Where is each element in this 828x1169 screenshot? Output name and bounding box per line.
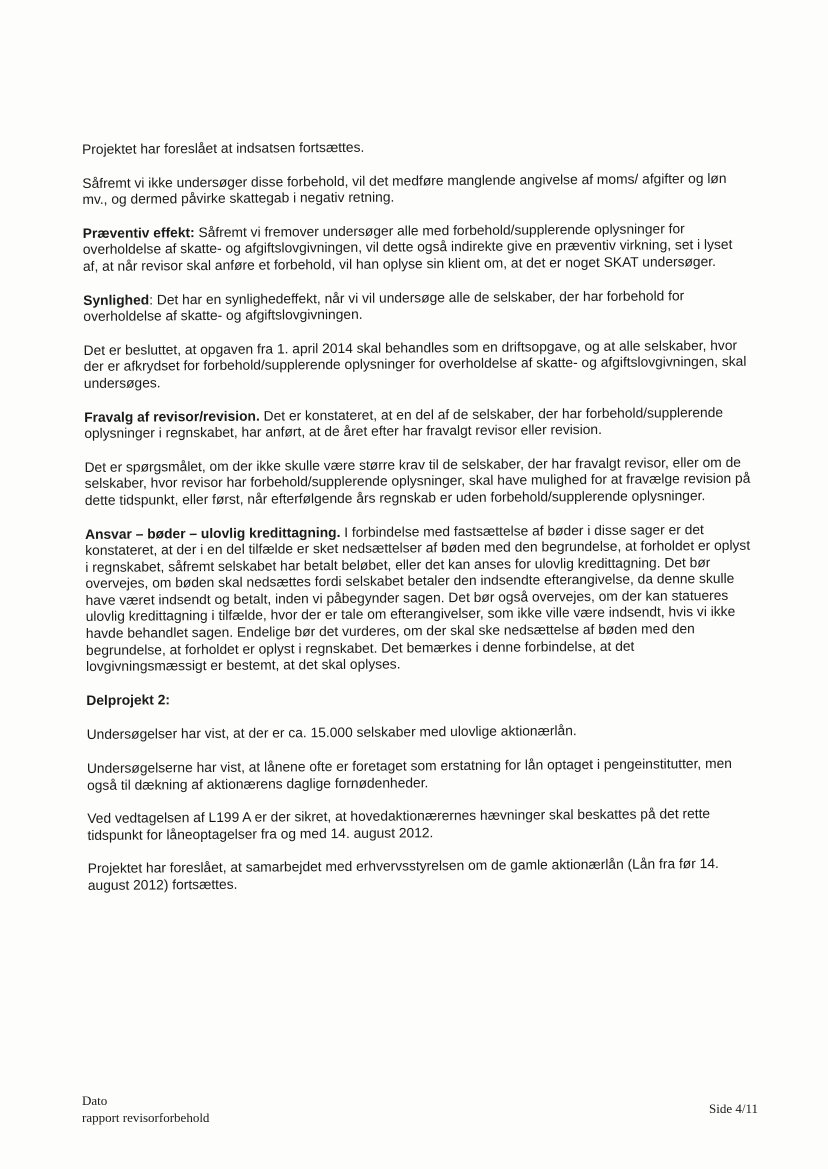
- paragraph-decision: Det er besluttet, at opgaven fra 1. april 2014 skal behandles som en driftsopgave, og at alle selskaber, hvor der er afkrydset for forbehold/supplerende oplysninger for overholdelse af skatte- og afgiftslovgivningen, skal undersøges.: [83, 337, 747, 391]
- paragraph-liability-fines: Ansvar – bøder – ulovlig kredittagning. I forbindelse med fastsættelse af bøder i disse sager er det konstateret, at der i en del tilfælde er sket nedsættelser af bøden med den begrundelse, at forholdet er oplyst i regnskabet, såfremt selskabet har betalt beløbet, eller det kan anses for ulovlig kredittagning. Det bør overvejes, om bøden skal nedsættes fordi selskabet betaler den indsendte efterangivelse, da denne skulle have været indsendt og betalt, inden vi påbegynder sagen. Det bør også overvejes, om der kan statueres ulovlig kredittagning i tilfælde, hvor der er tale om efterangivelser, som ikke ville være indsendt, hvis vi ikke havde behandlet sagen. Endelige bør det vurderes, om der skal ske nedsættelse af bøden med den begrundelse, at forholdet er oplyst i regnskabet. Det bemærkes i denne forbindelse, at det lovgivningsmæssigt er bestemt, at det skal oplyses.: [85, 521, 751, 675]
- section-heading: Delprojekt 2:: [86, 692, 171, 708]
- document-body: [82, 137, 756, 912]
- paragraph-visibility: Synlighed: Det har en synlighedeffekt, når vi vil undersøge alle de selskaber, der har forbehold for overholdelse af skatte- og afgiftslovgivningen.: [83, 287, 685, 325]
- paragraph-preventive-effect: Præventiv effekt: Såfremt vi fremover undersøger alle med forbehold/supplerende oplysninger for overholdelse af skatte- og afgiftslovgivningen, vil dette også indirekte give en præventiv virkning, set i lyset af, at når revisor skal anføre et forbehold, vil han oplyse sin klient om, at det er noget SKAT undersøger.: [82, 221, 733, 274]
- page-number: Side 4/11: [709, 1101, 758, 1116]
- paragraph-2: Såfremt vi ikke undersøger disse forbehold, vil det medføre manglende angivelse af moms/ afgifter og løn mv., og dermed påvirke skattegab i negativ retning.: [82, 170, 727, 208]
- footer-date: Dato: [82, 1093, 108, 1108]
- paragraph-opt-out-auditor: Fravalg af revisor/revision. Det er konstateret, at en del af de selskaber, der har forbehold/supplerende oplysninger i regnskabet, har anført, at de året efter har fravalgt revisor eller revision.: [84, 404, 724, 442]
- footer-report-name: rapport revisorforbehold: [82, 1110, 210, 1125]
- paragraph-l199a: Ved vedtagelsen af L199 A er der sikret, at hovedaktionærernes hævninger skal beskattes på det rette tidspunkt for låneoptagelser fra og med 14. august 2012.: [87, 806, 711, 843]
- paragraph-cooperation: Projektet har foreslået, at samarbejdet med erhvervsstyrelsen om de gamle aktionærlån (Lån fra før 14. august 2012) fortsættes.: [87, 856, 719, 893]
- footer-left: [82, 1092, 209, 1126]
- paragraph-investigations: Undersøgelser har vist, at der er ca. 15.000 selskaber med ulovlige aktionærlån.: [86, 723, 577, 743]
- paragraph-loans: Undersøgelserne har vist, at lånene ofte er foretaget som erstatning for lån optaget i pengeinstitutter, men også til dækning af aktionærens daglige fornødenheder.: [86, 755, 732, 793]
- paragraph-question: Det er spørgsmålet, om der ikke skulle være større krav til de selskaber, der har fravalgt revisor, eller om de selskaber, hvor revisor har forbehold/supplerende oplysninger, skal have mulighed for at fravælge revision på dette tidspunkt, eller først, når efterfølgende års regnskab er uden forbehold/supplerende oplysninger.: [84, 454, 751, 508]
- paragraph-1: Projektet har foreslået at indsatsen fortsættes.: [82, 139, 365, 157]
